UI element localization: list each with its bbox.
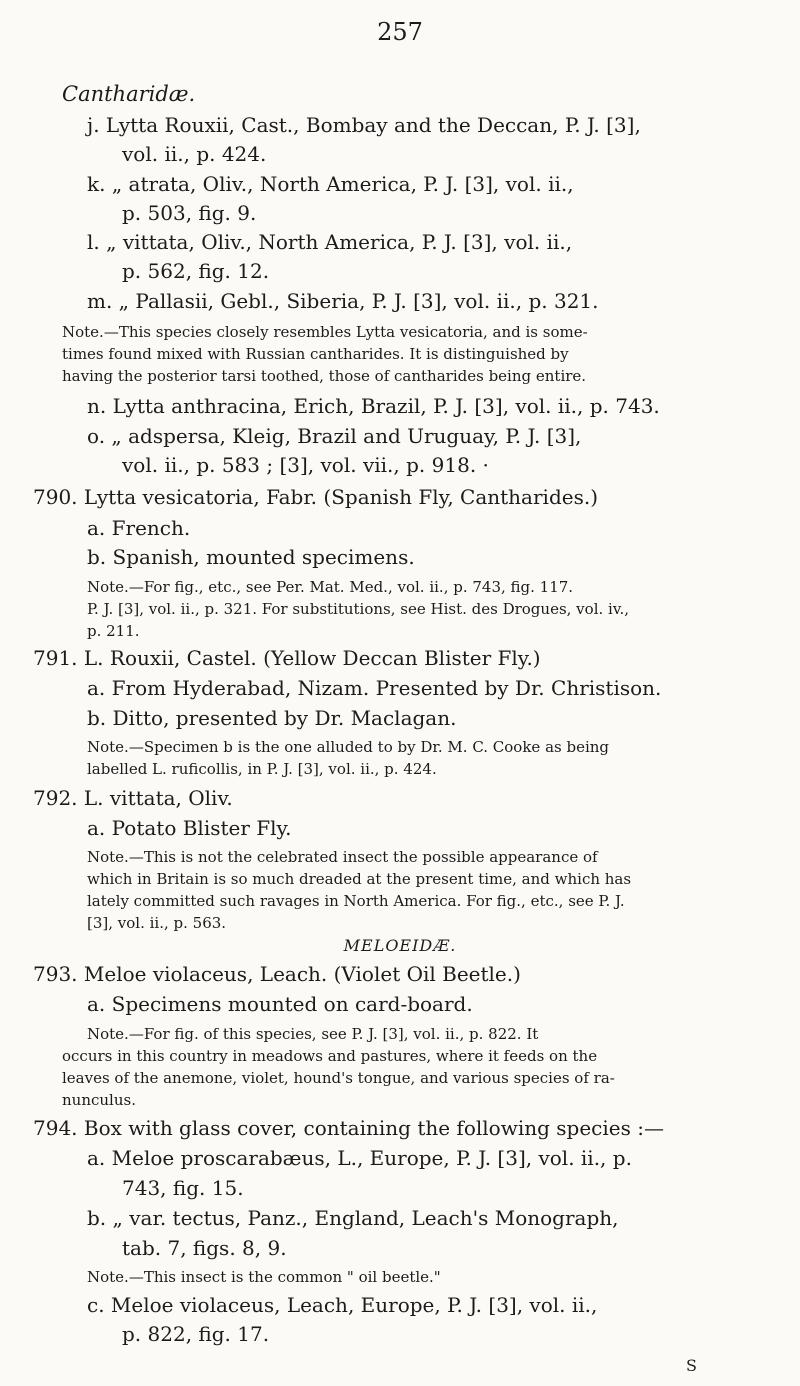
entry-line: b. Ditto, presented by Dr. Maclagan. [87,706,457,730]
entry-line: k. „ atrata, Oliv., North America, P. J. [3], vol. ii., [87,172,574,196]
entry-heading: 791. L. Rouxii, Castel. (Yellow Deccan Blister Fly.) [33,646,541,670]
entry-line: vol. ii., p. 424. [122,142,267,166]
note-line: lately committed such ravages in North America. For fig., etc., see P. J. [87,892,625,910]
note-line: which in Britain is so much dreaded at the present time, and which has [87,870,632,888]
entry-heading: 794. Box with glass cover, containing the following species :— [33,1116,664,1140]
entry-line: a. Potato Blister Fly. [87,816,292,840]
entry-line: p. 562, fig. 12. [122,259,270,283]
entry-line: m. „ Pallasii, Gebl., Siberia, P. J. [3], vol. ii., p. 321. [87,289,599,313]
page-number: 257 [377,18,423,46]
entry-line: p. 822, fig. 17. [122,1322,270,1346]
signature-mark: S [686,1356,697,1375]
entry-line: c. Meloe violaceus, Leach, Europe, P. J. [3], vol. ii., [87,1293,598,1317]
entry-line: p. 503, fig. 9. [122,201,257,225]
entry-line: a. French. [87,516,191,540]
entry-line: b. „ var. tectus, Panz., England, Leach's Monograph, [87,1206,619,1230]
entry-line: a. Specimens mounted on card-board. [87,992,473,1016]
entry-line: n. Lytta anthracina, Erich, Brazil, P. J. [3], vol. ii., p. 743. [87,394,660,418]
note-line: Note.—Specimen b is the one alluded to by Dr. M. C. Cooke as being [87,738,610,756]
entry-heading: 792. L. vittata, Oliv. [33,786,233,810]
entry-line: a. Meloe proscarabæus, L., Europe, P. J. [3], vol. ii., p. [87,1146,632,1170]
note-line: times found mixed with Russian cantharides. It is distinguished by [62,345,569,363]
entry-line: vol. ii., p. 583 ; [3], vol. vii., p. 918. · [122,453,489,477]
family-heading: Cantharidæ. [62,82,196,106]
note-line: leaves of the anemone, violet, hound's tongue, and various species of ra- [62,1069,615,1087]
note-line: Note.—For fig. of this species, see P. J. [3], vol. ii., p. 822. It [87,1025,539,1043]
entry-line: l. „ vittata, Oliv., North America, P. J. [3], vol. ii., [87,230,573,254]
note-line: p. 211. [87,622,140,640]
note-line: labelled L. ruficollis, in P. J. [3], vol. ii., p. 424. [87,760,437,778]
note-line: Note.—For fig., etc., see Per. Mat. Med., vol. ii., p. 743, fig. 117. [87,578,574,596]
note-line: Note.—This insect is the common " oil beetle." [87,1268,441,1286]
entry-line: 743, fig. 15. [122,1176,244,1200]
entry-heading: 793. Meloe violaceus, Leach. (Violet Oil Beetle.) [33,962,521,986]
note-line: Note.—This species closely resembles Lytta vesicatoria, and is some- [62,323,588,341]
entry-line: a. From Hyderabad, Nizam. Presented by Dr. Christison. [87,676,662,700]
note-line: having the posterior tarsi toothed, those of cantharides being entire. [62,367,587,385]
entry-heading: 790. Lytta vesicatoria, Fabr. (Spanish Fly, Cantharides.) [33,485,598,509]
section-heading: MELOEIDÆ. [343,936,457,955]
entry-line: j. Lytta Rouxii, Cast., Bombay and the Deccan, P. J. [3], [87,113,641,137]
entry-line: tab. 7, figs. 8, 9. [122,1236,287,1260]
entry-line: b. Spanish, mounted specimens. [87,545,415,569]
note-line: P. J. [3], vol. ii., p. 321. For substitutions, see Hist. des Drogues, vol. iv., [87,600,630,618]
note-line: occurs in this country in meadows and pastures, where it feeds on the [62,1047,598,1065]
entry-line: o. „ adspersa, Kleig, Brazil and Uruguay, P. J. [3], [87,424,582,448]
note-line: Note.—This is not the celebrated insect the possible appearance of [87,848,598,866]
note-line: nunculus. [62,1091,136,1109]
note-line: [3], vol. ii., p. 563. [87,914,227,932]
